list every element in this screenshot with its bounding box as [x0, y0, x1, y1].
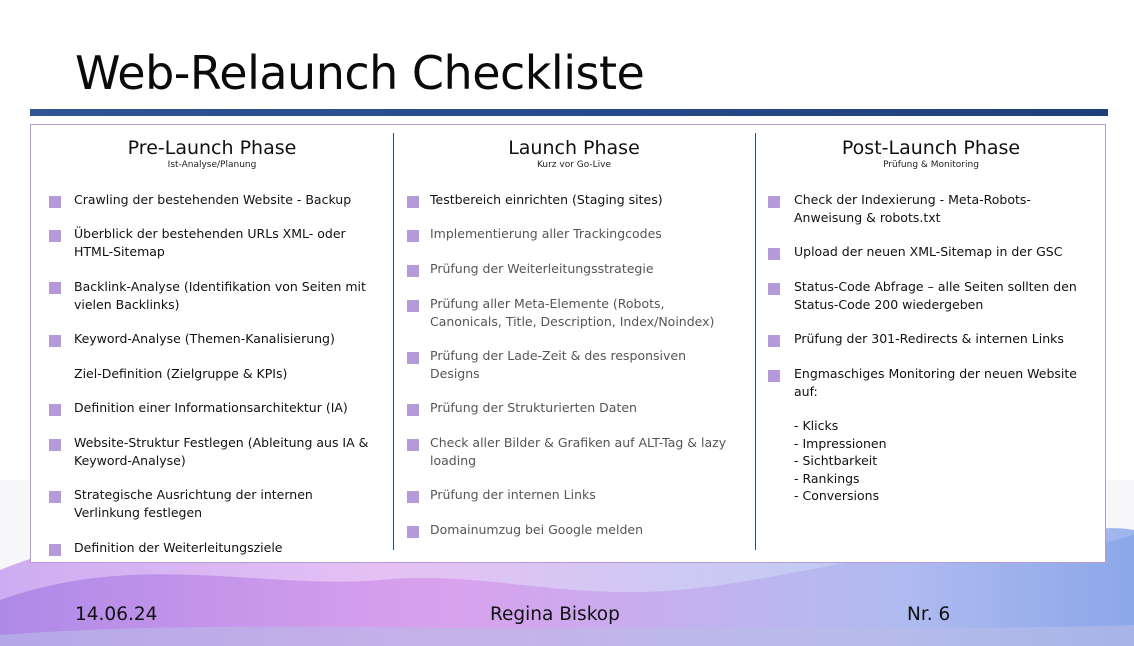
bullet: [407, 439, 419, 451]
bullet: [407, 265, 419, 277]
checklist-item: Website-Struktur Festlegen (Ableitung aus IA & Keyword-Analyse): [74, 435, 369, 468]
footer-date: 14.06.24: [75, 604, 158, 625]
column-pre-launch: [31, 125, 393, 562]
checklist-item: Prüfung der Strukturierten Daten: [430, 400, 637, 415]
column-subtitle: Prüfung & Monitoring: [883, 160, 979, 170]
bullet: [49, 282, 61, 294]
checklist-item: Check der Indexierung - Meta-Robots-Anweisung & robots.txt: [794, 192, 1031, 225]
checklist-item: Upload der neuen XML-Sitemap in der GSC: [794, 244, 1063, 259]
monitoring-item: - Sichtbarkeit: [794, 453, 878, 468]
checklist-item: Crawling der bestehenden Website - Backup: [74, 192, 352, 207]
bullet: [768, 370, 780, 382]
bullet: [407, 230, 419, 242]
checklist-item: Prüfung der Weiterleitungsstrategie: [430, 261, 654, 276]
column-launch: [393, 125, 755, 562]
checklist-item: Überblick der bestehenden URLs XML- oder HTML-Sitemap: [74, 226, 346, 259]
bullet: [49, 439, 61, 451]
column-title: Pre-Launch Phase: [127, 137, 297, 159]
column-header: [755, 136, 1107, 171]
checklist-item: Prüfung der 301-Redirects & internen Links: [794, 331, 1064, 346]
bullet: [768, 335, 780, 347]
monitoring-item: - Rankings: [794, 470, 860, 486]
checklist-item: Definition der Weiterleitungsziele: [74, 540, 283, 555]
checklist-item: Domainumzug bei Google melden: [430, 522, 644, 537]
checklist-item: Keyword-Analyse (Themen-Kanalisierung): [74, 331, 335, 346]
monitoring-item: - Klicks: [794, 418, 839, 433]
title-accent-bar: [30, 109, 1108, 116]
column-subtitle: Kurz vor Go-Live: [536, 160, 612, 170]
column-post-launch: [755, 125, 1107, 562]
bullet: [49, 230, 61, 242]
checklist-item: Definition einer Informationsarchitektur (IA): [74, 400, 348, 415]
checklist-item: Testbereich einrichten (Staging sites): [430, 192, 663, 207]
checklist-item: Ziel-Definition (Zielgruppe & KPIs): [74, 366, 288, 381]
checklist-item: Backlink-Analyse (Identifikation von Seiten mit vielen Backlinks): [74, 279, 366, 312]
checklist-item: Check aller Bilder & Grafiken auf ALT-Tag & lazy loading: [430, 435, 727, 468]
monitoring-item: - Impressionen: [794, 435, 887, 451]
column-title: Launch Phase: [508, 137, 640, 159]
bullet: [768, 248, 780, 260]
checklist-item: Implementierung aller Trackingcodes: [430, 226, 662, 241]
bullet: [768, 283, 780, 295]
bullet: [49, 491, 61, 503]
footer-slide-number: Nr. 6: [907, 604, 951, 625]
checklist-item: Status-Code Abfrage – alle Seiten sollten den Status-Code 200 wiedergeben: [794, 279, 1077, 312]
column-header: [31, 136, 393, 171]
bullet: [768, 196, 780, 208]
column-header: [393, 136, 755, 171]
checklist-item: Prüfung der Lade-Zeit & des responsiven Designs: [430, 348, 687, 381]
bullet: [49, 335, 61, 347]
bullet: [407, 404, 419, 416]
bullet: [407, 526, 419, 538]
bullet: [407, 300, 419, 312]
checklist-item: Strategische Ausrichtung der internen Verlinkung festlegen: [74, 487, 313, 520]
bullet: [407, 491, 419, 503]
checklist-box: [30, 124, 1106, 563]
column-title: Post-Launch Phase: [841, 137, 1021, 159]
checklist-item: Engmaschiges Monitoring der neuen Website auf:: [794, 366, 1077, 399]
bullet: [407, 352, 419, 364]
monitoring-list: [794, 417, 994, 505]
bullet: [49, 196, 61, 208]
bullet: [407, 196, 419, 208]
slide-title: Web-Relaunch Checkliste: [75, 46, 645, 100]
bullet: [49, 404, 61, 416]
footer-author: Regina Biskop: [490, 604, 620, 625]
checklist-item: Prüfung aller Meta-Elemente (Robots, Canonicals, Title, Description, Index/Noindex): [430, 296, 715, 329]
bullet: [49, 544, 61, 556]
column-subtitle: Ist-Analyse/Planung: [167, 160, 257, 170]
monitoring-item: - Conversions: [794, 488, 880, 503]
checklist-item: Prüfung der internen Links: [430, 487, 596, 502]
